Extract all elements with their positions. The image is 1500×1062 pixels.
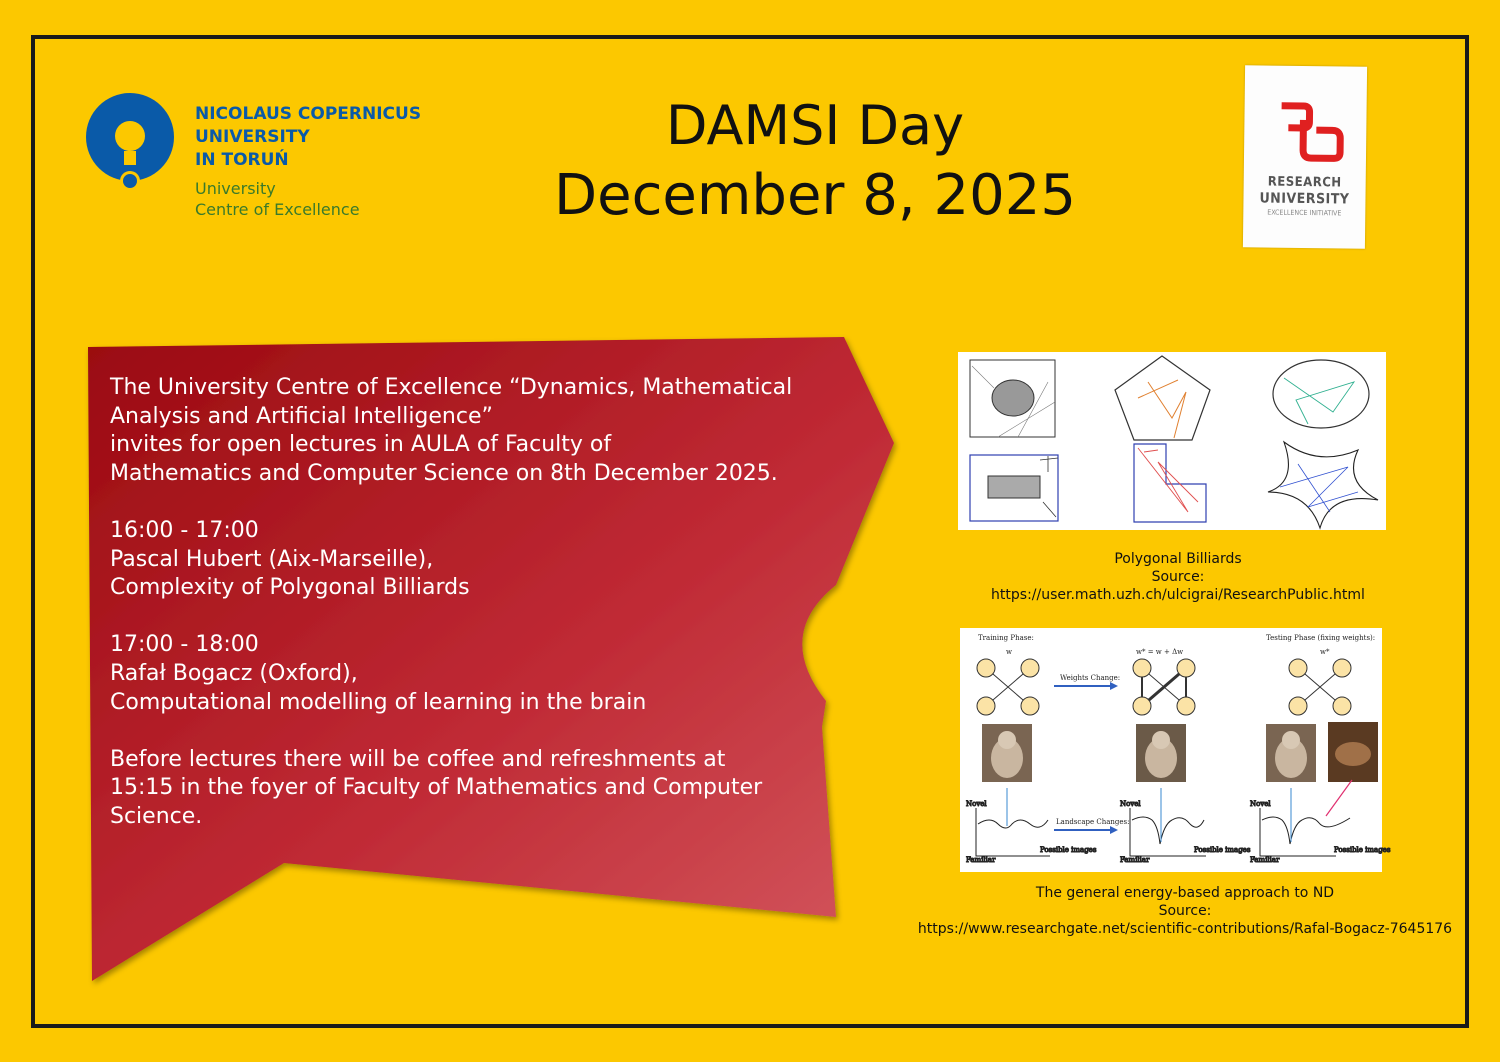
lecture-topic: Complexity of Polygonal Billiards — [110, 575, 470, 601]
university-sub-line: Centre of Excellence — [195, 200, 360, 219]
training-label: Training Phase: — [978, 634, 1034, 642]
possible-images-label: Possible images — [1040, 846, 1097, 854]
billiard-l-shape — [1134, 444, 1206, 522]
weight-star-label: w* — [1320, 648, 1330, 656]
energy-caption — [890, 884, 1480, 938]
billiard-rect-obstacle — [970, 455, 1058, 521]
billiards-figure — [958, 352, 1386, 530]
billiard-pentagon — [1115, 356, 1210, 440]
research-logo-line: RESEARCH — [1267, 174, 1342, 191]
lecture-speaker: Rafał Bogacz (Oxford), — [110, 660, 358, 686]
university-name-line: UNIVERSITY — [195, 127, 310, 147]
intro-line: Mathematics and Computer Science on 8th December 2025. — [110, 460, 778, 486]
familiar-label: Familiar — [966, 856, 996, 864]
cat-photo — [1266, 724, 1316, 782]
figure-caption: The general energy-based approach to ND — [1035, 885, 1335, 901]
lecture-speaker: Pascal Hubert (Aix-Marseille), — [110, 546, 434, 572]
research-logo-line: EXCELLENCE INITIATIVE — [1267, 208, 1342, 218]
energy-landscape-2 — [1120, 788, 1251, 864]
announcement-text — [110, 374, 850, 860]
lecture-2 — [110, 631, 850, 717]
billiards-caption — [958, 550, 1398, 604]
event-name: DAMSI Day — [665, 94, 965, 157]
possible-images-label: Possible images — [1194, 846, 1251, 854]
network-1 — [977, 659, 1039, 715]
closing-line: Science. — [110, 803, 203, 829]
university-name-line: NICOLAUS COPERNICUS — [195, 104, 422, 124]
university-name — [195, 103, 421, 220]
research-logo-line: UNIVERSITY — [1259, 190, 1350, 208]
billiards-diagrams — [958, 352, 1386, 530]
figure-source-url: https://www.researchgate.net/scientific-contributions/Rafal-Bogacz-7645176 — [917, 921, 1453, 937]
familiar-label: Familiar — [1120, 856, 1150, 864]
network-2 — [1133, 659, 1195, 715]
lecture-1 — [110, 517, 850, 603]
intro-line: Analysis and Artificial Intelligence” — [110, 403, 493, 429]
testing-label: Testing Phase (fixing weights): — [1266, 634, 1376, 642]
cat-photo — [1136, 724, 1186, 782]
billiard-star — [1268, 442, 1378, 528]
figure-source-label: Source: — [1151, 569, 1205, 585]
figure-caption: Polygonal Billiards — [1114, 551, 1242, 567]
research-university-logo — [1243, 65, 1367, 248]
cat-photo — [982, 724, 1032, 782]
announcement-closing — [110, 746, 850, 832]
network-3 — [1289, 659, 1351, 715]
landscape-change-label: Landscape Changes: — [1056, 818, 1130, 826]
figure-source-url: https://user.math.uzh.ch/ulcigrai/ResearchPublic.html — [991, 587, 1365, 603]
research-university-emblem-icon — [1276, 100, 1347, 171]
event-title — [450, 92, 1180, 232]
familiar-label: Familiar — [1250, 856, 1280, 864]
energy-figure — [960, 628, 1391, 872]
energy-diagrams — [960, 628, 1391, 872]
landscape-change-arrow — [1054, 818, 1129, 834]
university-name-line: IN TORUŃ — [195, 150, 289, 170]
lecture-topic: Computational modelling of learning in the brain — [110, 689, 647, 715]
weights-change-arrow — [1054, 674, 1120, 690]
closing-line: Before lectures there will be coffee and refreshments at — [110, 746, 726, 772]
intro-line: The University Centre of Excellence “Dynamics, Mathematical — [110, 375, 793, 400]
billiard-oval — [1273, 360, 1369, 428]
lecture-time: 16:00 - 17:00 — [110, 517, 259, 543]
closing-line: 15:15 in the foyer of Faculty of Mathematics and Computer — [110, 775, 763, 801]
figure-source-label: Source: — [1158, 903, 1212, 919]
novel-label: Novel — [1250, 800, 1271, 808]
event-date: December 8, 2025 — [554, 163, 1076, 228]
umk-logo-icon — [84, 93, 176, 193]
announcement-intro — [110, 374, 850, 488]
university-sub-line: University — [195, 179, 276, 198]
novel-label: Novel — [966, 800, 987, 808]
weight-update-label: w* = w + Δw — [1136, 648, 1184, 656]
possible-images-label: Possible images — [1334, 846, 1391, 854]
novel-label: Novel — [1120, 800, 1141, 808]
weights-change-label: Weights Change: — [1060, 674, 1121, 682]
weight-label: w — [1006, 648, 1012, 656]
rat-photo — [1328, 722, 1378, 782]
energy-landscape-3 — [1250, 780, 1391, 864]
intro-line: invites for open lectures in AULA of Faculty of — [110, 432, 612, 458]
billiard-square-ellipse — [970, 360, 1055, 437]
energy-landscape-1 — [966, 788, 1097, 864]
lecture-time: 17:00 - 18:00 — [110, 632, 259, 658]
